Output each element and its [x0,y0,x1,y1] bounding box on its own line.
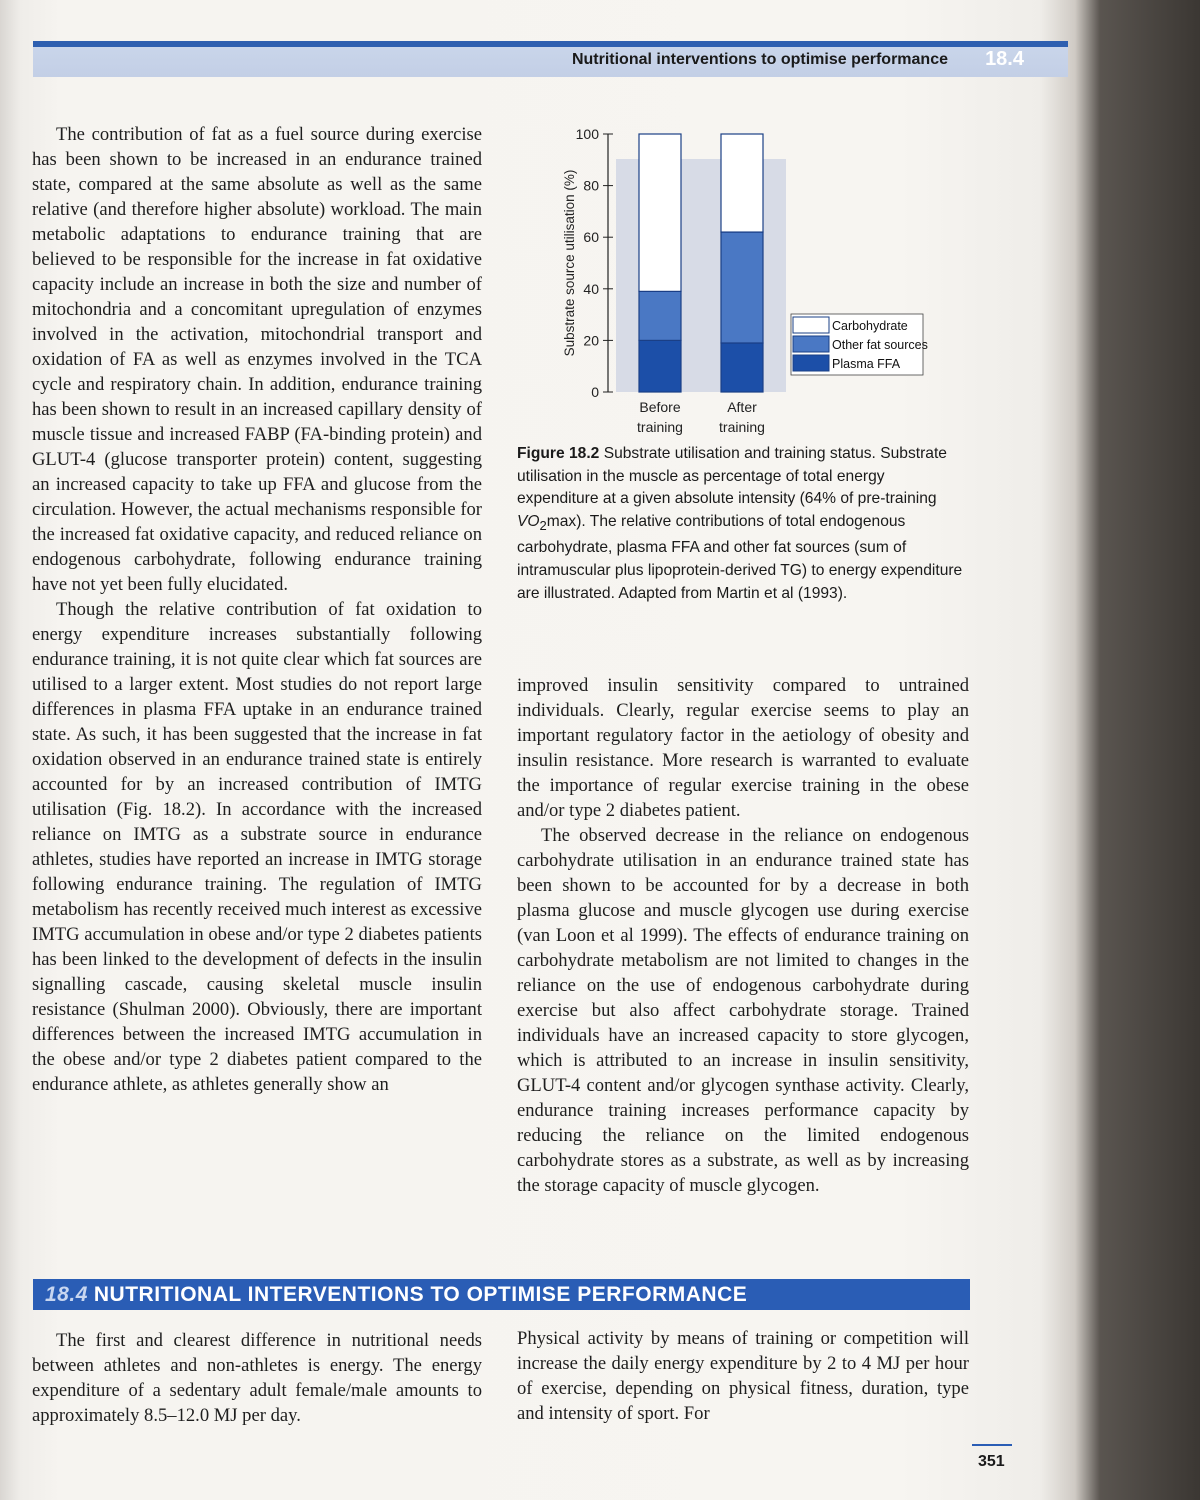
figure-caption-text-end: max). The relative contributions of total endogenous carbohydrate, plasma FFA and other fat sources (sum of intramuscular plus lipoprotein-derived TG) to energy expenditure are illustrated. Adapted from Martin et al (1993). [517,512,963,602]
bar-segment-plasma-ffa [639,340,681,392]
paragraph: Though the relative contribution of fat oxidation to energy expenditure increases substantially following endurance training, it is not quite clear which fat sources are utilised to a larger extent. Most studies do not report large differences in plasma FFA uptake in an endurance trained state. As such, it has been suggested that the increase in fat oxidation observed in an endurance trained state is entirely accounted for by an increased contribution of IMTG utilisation (Fig. 18.2). In accordance with the increased reliance on IMTG as a substrate source in endurance athletes, studies have reported an increase in IMTG storage following endurance training. The regulation of IMTG metabolism has recently received much interest as excessive IMTG accumulation in obese and/or type 2 diabetes patients has been linked to the development of defects in the insulin signalling cascade, causing skeletal muscle insulin resistance (Shulman 2000). Obviously, there are important differences between the increased IMTG accumulation in the obese and/or type 2 diabetes patient compared to the endurance athlete, as athletes generally show an [32,599,482,1095]
x-category-label: training [719,419,765,435]
figure-caption-vo2: VO [517,512,540,530]
y-tick-label: 0 [591,384,599,400]
paragraph: improved insulin sensitivity compared to untrained individuals. Clearly, regular exercise seems to play an important regulatory factor in the aetiology of obesity and insulin resistance. More research is warranted to evaluate the importance of regular exercise training in the obese and/or type 2 diabetes patient. [517,675,969,821]
bar-segment-other-fat-sources [639,291,681,340]
page-number: 351 [978,1453,1005,1470]
legend-label: Other fat sources [832,338,928,352]
x-category-label: Before [639,399,681,415]
figure-caption-title: Substrate utilisation and training status. [603,445,876,462]
y-tick-label: 100 [575,126,599,142]
y-axis-label: Substrate source utilisation (%) [562,169,577,357]
paragraph: The observed decrease in the reliance on endogenous carbohydrate utilisation in an endurance trained state has been shown to be accounted for by a decrease in both plasma glucose and muscle glycogen use during exercise (van Loon et al 1999). The effects of endurance training on carbohydrate metabolism are not limited to changes in the reliance on the use of endogenous carbohydrate during exercise but also affect carbohydrate storage. Trained individuals have an increased capacity to store glycogen, which is attributed to an increase in insulin sensitivity, GLUT-4 content and/or glycogen synthase activity. Clearly, endurance training increases performance capacity by reducing the reliance on the limited endogenous carbohydrate stores as a substrate, as well as by increasing the storage capacity of muscle glycogen. [517,825,969,1196]
legend-swatch [793,336,829,352]
figure-caption-text: Substrate utilisation in the muscle as percentage of total energy expenditure at a given absolute intensity (64% of pre-training [517,445,947,508]
bar-segment-plasma-ffa [721,343,763,392]
legend-swatch [793,317,829,333]
figure-label: Figure 18.2 [517,445,600,462]
section-heading-title: NUTRITIONAL INTERVENTIONS TO OPTIMISE PERFORMANCE [93,1283,748,1306]
left-column [32,122,482,1097]
y-tick-label: 80 [583,177,599,194]
legend-label: Plasma FFA [832,357,901,371]
y-tick-label: 40 [583,280,599,297]
bar-segment-carbohydrate [721,134,763,232]
bar-segment-carbohydrate [639,134,681,291]
x-category-label: After [727,399,757,415]
paragraph: The contribution of fat as a fuel source during exercise has been shown to be increased in an endurance trained state, compared at the same absolute as well as the same relative (and therefore higher absolute) workload. The main metabolic adaptations to endurance training that are believed to be responsible for the increase in fat oxidative capacity include an increase in both the size and number of mitochondria and a concomitant upregulation of enzymes involved in the activation, mitochondrial transport and oxidation of FA as well as enzymes involved in the TCA cycle and respiratory chain. In addition, endurance training has been shown to result in an increased capillary density of muscle tissue and increased FABP (FA-binding protein) and GLUT-4 (glucose transporter protein) content, suggesting an increased capacity to take up FFA and glucose from the circulation. However, the actual mechanisms responsible for the increased fat oxidative capacity, and reduced reliance on endogenous carbohydrate, following endurance training have not yet been fully elucidated. [32,124,482,595]
y-tick-label: 20 [583,332,599,349]
section-right-column [517,1326,969,1426]
figure-18-2-chart [548,122,968,442]
right-column [517,673,969,1198]
legend-label: Carbohydrate [832,319,908,333]
section-left-column [32,1328,482,1428]
figure-caption [517,443,965,605]
running-header-section-number: 18.4 [985,48,1024,70]
running-header [33,41,1068,77]
paragraph: The first and clearest difference in nutritional needs between athletes and non-athletes is energy. The energy expenditure of a sedentary adult female/male amounts to approximately 8.5–12.0 MJ per day. [32,1330,482,1426]
y-tick-label: 60 [583,229,599,246]
legend-swatch [793,355,829,371]
section-heading [33,1279,970,1310]
running-header-title: Nutritional interventions to optimise performance [571,51,948,68]
stacked-bar-chart [548,122,968,442]
x-category-label: training [637,419,683,435]
bar-segment-other-fat-sources [721,232,763,343]
paragraph: Physical activity by means of training or competition will increase the daily energy expenditure by 2 to 4 MJ per hour of exercise, depending on physical fitness, duration, type and intensity of sport. For [517,1328,969,1424]
section-heading-number: 18.4 [45,1283,88,1306]
page-number-rule [972,1444,1012,1446]
figure-caption-subscript: 2 [539,517,547,533]
